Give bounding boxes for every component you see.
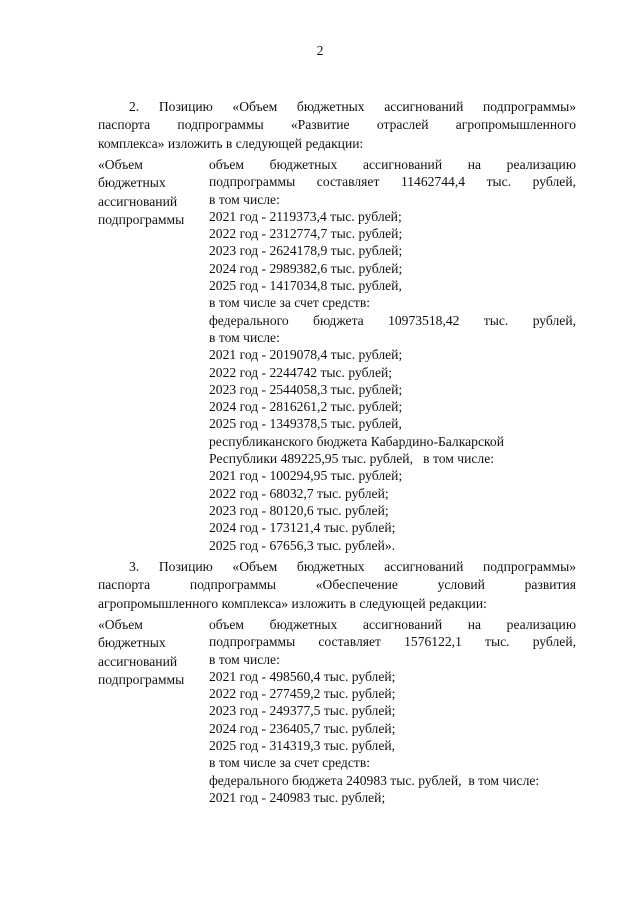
value-line: 2023 год - 2544058,3 тыс. рублей; bbox=[209, 381, 403, 397]
value-line: в том числе: bbox=[209, 329, 280, 345]
value-line: подпрограммы составляет 1576122,1 тыс. рублей, bbox=[209, 634, 576, 650]
value-line: федерального бюджета 240983 тыс. рублей, в том числе: bbox=[209, 772, 540, 788]
value-line: 2021 год - 100294,95 тыс. рублей; bbox=[209, 468, 403, 484]
value-line: 2024 год - 2816261,2 тыс. рублей; bbox=[209, 399, 403, 415]
value-line: 2024 год - 2989382,6 тыс. рублей; bbox=[209, 260, 403, 276]
label-line: бюджетных bbox=[98, 635, 166, 651]
value-line: федерального бюджета 10973518,42 тыс. рублей, bbox=[209, 312, 576, 328]
value-line: 2022 год - 68032,7 тыс. рублей; bbox=[209, 485, 389, 501]
value-line: 2023 год - 249377,5 тыс. рублей; bbox=[209, 703, 396, 719]
label-line: ассигнований bbox=[98, 193, 178, 209]
value-line: в том числе: bbox=[209, 651, 280, 667]
value-line: подпрограммы составляет 11462744,4 тыс. рублей, bbox=[209, 174, 576, 190]
section-2-label bbox=[98, 156, 203, 229]
section-3-intro bbox=[98, 558, 576, 613]
label-line: «Объем bbox=[98, 617, 143, 632]
section-2-intro-line: комплекса» изложить в следующей редакции: bbox=[98, 135, 364, 151]
section-3-label bbox=[98, 616, 203, 689]
label-line: бюджетных bbox=[98, 175, 166, 191]
value-line: 2022 год - 2312774,7 тыс. рублей; bbox=[209, 226, 403, 242]
value-line: 2021 год - 498560,4 тыс. рублей; bbox=[209, 668, 396, 684]
value-line: 2025 год - 67656,3 тыс. рублей». bbox=[209, 537, 396, 553]
value-line: республиканского бюджета Кабардино-Балкарской bbox=[209, 433, 504, 449]
value-line: в том числе за счет средств: bbox=[209, 755, 371, 771]
label-line: подпрограммы bbox=[98, 671, 185, 687]
value-line: в том числе за счет средств: bbox=[209, 295, 371, 311]
section-2-values bbox=[209, 156, 576, 554]
section-2-intro-line: паспорта подпрограммы «Развитие отраслей агропромышленного bbox=[98, 117, 576, 133]
section-3-intro-line: агропромышленного комплекса» изложить в следующей редакции: bbox=[98, 595, 487, 611]
section-2-intro bbox=[98, 98, 576, 153]
value-line: 2021 год - 2019078,4 тыс. рублей; bbox=[209, 347, 403, 363]
label-line: ассигнований bbox=[98, 653, 178, 669]
section-3-intro-line: паспорта подпрограммы «Обеспечение условий развития bbox=[98, 577, 576, 593]
section-3-values bbox=[209, 616, 576, 806]
value-line: 2023 год - 2624178,9 тыс. рублей; bbox=[209, 243, 403, 259]
value-line: 2025 год - 314319,3 тыс. рублей, bbox=[209, 738, 396, 754]
section-3-intro-line: 3. Позицию «Объем бюджетных ассигнований подпрограммы» bbox=[129, 559, 576, 574]
value-line: 2025 год - 1349378,5 тыс. рублей, bbox=[209, 416, 402, 432]
value-line: 2023 год - 80120,6 тыс. рублей; bbox=[209, 502, 389, 518]
value-line: объем бюджетных ассигнований на реализацию bbox=[209, 617, 576, 632]
value-line: 2024 год - 173121,4 тыс. рублей; bbox=[209, 520, 396, 536]
value-line: объем бюджетных ассигнований на реализацию bbox=[209, 157, 576, 172]
value-line: Республики 489225,95 тыс. рублей, в том числе: bbox=[209, 451, 495, 467]
page-number: 2 bbox=[316, 43, 324, 58]
value-line: в том числе: bbox=[209, 191, 280, 207]
value-line: 2025 год - 1417034,8 тыс. рублей, bbox=[209, 278, 402, 294]
value-line: 2022 год - 277459,2 тыс. рублей; bbox=[209, 686, 396, 702]
label-line: «Объем bbox=[98, 157, 143, 172]
value-line: 2024 год - 236405,7 тыс. рублей; bbox=[209, 720, 396, 736]
value-line: 2022 год - 2244742 тыс. рублей; bbox=[209, 364, 393, 380]
value-line: 2021 год - 2119373,4 тыс. рублей; bbox=[209, 208, 402, 224]
label-line: подпрограммы bbox=[98, 211, 185, 227]
section-2-intro-line: 2. Позицию «Объем бюджетных ассигнований подпрограммы» bbox=[129, 99, 576, 114]
value-line: 2021 год - 240983 тыс. рублей; bbox=[209, 789, 386, 805]
